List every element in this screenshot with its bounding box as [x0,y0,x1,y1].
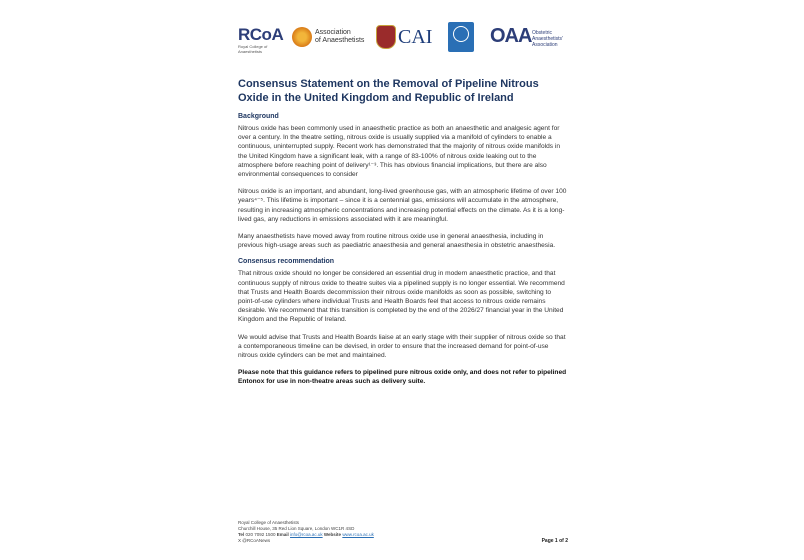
blue-shield-logo [448,22,478,54]
oaa-text: Obstetric Anaesthetists' Association [532,30,563,48]
footer-website-link[interactable]: www.rcoa.ac.uk [342,532,374,537]
footer-tel: 020 7092 1500 [245,532,276,537]
document-body [238,78,568,395]
footer-org: Royal College of Anaesthetists [238,520,300,525]
footer-email-link[interactable]: info@rcoa.ac.uk [290,532,323,537]
cai-crest-icon [376,25,396,49]
background-paragraph-1: Nitrous oxide has been commonly used in anaesthetic practice as both an anaesthetic and analgesic agent for over a century. In the theatre setting, nitrous oxide is usually supplied via a manifold of cylinders to enable a continuous, uninterrupted supply. Recent work has demonstrated that the majority of nitrous oxide manifolds in the United Kingdom have a significant leak, with a range of 83-100% of nitrous oxide leaking out to the atmosphere before reaching point of delivery¹⁻³. This has obvious financial implications, but there are also environmental consequences to consider [238,125,561,179]
cai-text: CAI [398,26,433,48]
aoa-logo [292,22,372,54]
page-footer [238,520,568,544]
rcoa-mark: RCoA [238,25,284,44]
aoa-text: Association of Anaesthetists [315,29,365,44]
consensus-heading: Consensus recommendation [238,258,335,266]
footer-contact: Tel 020 7092 1500 Email info@rcoa.ac.uk Website www.rcoa.ac.uk [238,532,374,537]
guidance-note: Please note that this guidance refers to pipelined pure nitrous oxide only, and does not refer to pipelined Entonox for use in non-theatre areas such as delivery suite. [238,369,567,386]
cai-logo [376,22,436,54]
background-paragraph-3: Many anaesthetists have moved away from routine nitrous oxide use in general anaesthesia, including in previous high-usage areas such as paediatric anaesthesia and general anaesthesia in obstetric anaesthesia. [238,233,556,250]
rcoa-logo [238,22,282,54]
background-paragraph-2: Nitrous oxide is an important, and abundant, long-lived greenhouse gas, with an atmospheric lifetime of over 100 years⁴⁻⁵. This lifetime is important – since it is a centennial gas, emissions will accumulate in the atmosphere, resulting in increasing atmospheric concentrations and increasing potential effects on the climate. As it is a long-lived gas, any reductions in emissions associated with it are meaningful. [238,188,567,223]
consensus-paragraph-1: That nitrous oxide should no longer be considered an essential drug in modern anaesthetic practice, and that continuous supply of nitrous oxide to theatre suites via a pipelined supply is no longer essential. We recommend that Trusts and Health Boards decommission their nitrous oxide manifolds as soon as possible, switching to point-of-use cylinders where individual Trusts and Health Boards feel that access to nitrous oxide remains desirable. We recommend that this transition is completed by the end of the 2026/27 financial year in the United Kingdom and the Republic of Ireland. [238,270,565,324]
document-title: Consensus Statement on the Removal of Pipeline Nitrous Oxide in the United Kingdom and Republic of Ireland [238,78,539,104]
background-heading: Background [238,113,279,120]
page-number: Page 1 of 2 [541,538,568,544]
footer-social: X @RCoANews [238,538,271,543]
logo-bar [238,22,570,54]
footer-address: Churchill House, 35 Red Lion Square, London WC1R 4SD [238,526,355,531]
blue-shield-icon [448,22,474,52]
consensus-paragraph-2: We would advise that Trusts and Health Boards liaise at an early stage with their supplier of nitrous oxide so that a contemporaneous timeline can be devised, in order to ensure that the increased demand for point-of-use nitrous oxide cylinders can be met and maintained. [238,333,566,360]
aoa-emblem-icon [292,27,312,47]
rcoa-subtitle: Royal College of Anaesthetists [238,44,268,54]
oaa-mark: OAA [490,25,532,47]
oaa-logo [490,22,570,54]
